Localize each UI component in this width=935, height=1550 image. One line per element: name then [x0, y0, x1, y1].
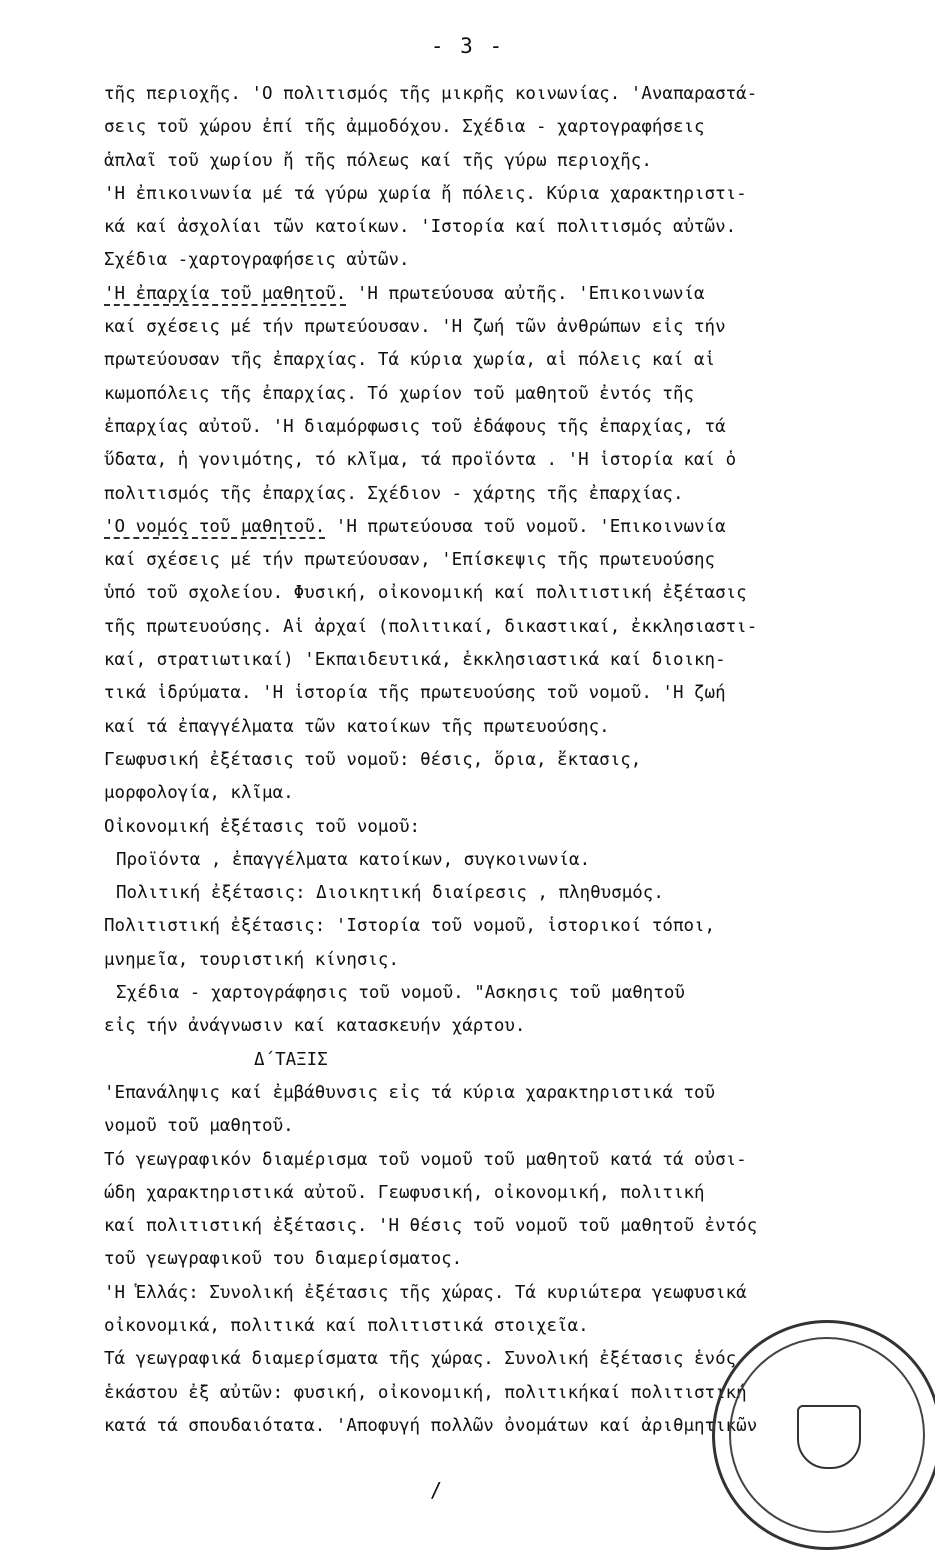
section-heading-nomos: 'Ο νομός τοῦ μαθητοῦ. 'Η πρωτεύουσα τοῦ νομοῦ. 'Επικοινωνία: [104, 516, 726, 537]
text-line: Σχέδια - χαρτογράφησις τοῦ νομοῦ. "Ασκησις τοῦ μαθητοῦ: [116, 983, 685, 1004]
text-line: ἁπλαῖ τοῦ χωρίου ἤ τῆς πόλεως καί τῆς γύρω περιοχῆς.: [104, 150, 652, 171]
section-heading-eparchia: 'Η ἐπαρχία τοῦ μαθητοῦ. 'Η πρωτεύουσα αὐτῆς. 'Επικοινωνία: [104, 283, 705, 304]
text-line: ώδη χαρακτηριστικά αὐτοῦ. Γεωφυσική, οἰκονομική, πολιτική: [104, 1182, 705, 1203]
text-line: νομοῦ τοῦ μαθητοῦ.: [104, 1116, 294, 1137]
text-line: εἰς τήν ἀνάγνωσιν καί κατασκευήν χάρτου.: [104, 1016, 526, 1037]
text-line: κωμοπόλεις τῆς ἐπαρχίας. Τό χωρίον τοῦ μαθητοῦ ἐντός τῆς: [104, 383, 695, 404]
text-line: Οἰκονομική ἐξέτασις τοῦ νομοῦ:: [104, 816, 421, 837]
coat-of-arms-icon: [797, 1405, 861, 1469]
text-line: Τά γεωγραφικά διαμερίσματα τῆς χώρας. Συνολική ἐξέτασις ἑνός: [104, 1349, 737, 1370]
text-line: ὑπό τοῦ σχολείου. Φυσική, οἰκονομική καί πολιτιστική ἐξέτασις: [104, 583, 747, 604]
text-line: πολιτισμός τῆς ἐπαρχίας. Σχέδιον - χάρτης τῆς ἐπαρχίας.: [104, 483, 684, 504]
official-stamp: [712, 1320, 935, 1550]
text-line: Τό γεωγραφικόν διαμέρισμα τοῦ νομοῦ τοῦ μαθητοῦ κατά τά οὐσι-: [104, 1149, 747, 1170]
text-line: Γεωφυσική ἐξέτασις τοῦ νομοῦ: θέσις, ὅρια, ἔκτασις,: [104, 749, 642, 770]
text-line: κατά τά σπουδαιότατα. 'Αποφυγή πολλῶν ὀνομάτων καί ἀριθμητικῶν: [104, 1415, 758, 1436]
text-line: τῆς περιοχῆς. 'Ο πολιτισμός τῆς μικρῆς κοινωνίας. 'Αναπαραστά-: [104, 84, 758, 104]
text-line: τικά ἱδρύματα. 'Η ἱστορία τῆς πρωτευούσης τοῦ νομοῦ. 'Η ζωή: [104, 683, 726, 704]
text-line: καί τά ἐπαγγέλματα τῶν κατοίκων τῆς πρωτευούσης.: [104, 716, 610, 737]
text-line: καί πολιτιστική ἐξέτασις. 'Η θέσις τοῦ νομοῦ τοῦ μαθητοῦ ἐντός: [104, 1216, 758, 1237]
text-line: Πολιτική ἐξέτασις: Διοικητική διαίρεσις , πληθυσμός.: [116, 883, 664, 904]
text-line: οἰκονομικά, πολιτικά καί πολιτιστικά στοιχεῖα.: [104, 1315, 589, 1336]
page-number: - 3 -: [430, 34, 505, 58]
text-line: ὕδατα, ἡ γονιμότης, τό κλῖμα, τά προϊόντα . 'Η ἱστορία καί ὁ: [104, 450, 737, 471]
text-line: μνημεῖα, τουριστική κίνησις.: [104, 949, 400, 970]
underlined-phrase: 'Ο νομός τοῦ μαθητοῦ.: [104, 516, 326, 537]
text-line: ἑκάστου ἐξ αὐτῶν: φυσική, οἰκονομική, πολιτικήκαί πολιτιστική: [104, 1382, 747, 1403]
text-line: Πολιτιστική ἐξέτασις: 'Ιστορία τοῦ νομοῦ, ἱστορικοί τόποι,: [104, 916, 716, 937]
text-line: κά καί ἀσχολίαι τῶν κατοίκων. 'Ιστορία καί πολιτισμός αὐτῶν.: [104, 217, 737, 238]
text-line: τοῦ γεωγραφικοῦ του διαμερίσματος.: [104, 1249, 463, 1270]
text-line: Προϊόντα , ἐπαγγέλματα κατοίκων, συγκοινωνία.: [116, 849, 591, 870]
text-line: ἐπαρχίας αὐτοῦ. 'Η διαμόρφωσις τοῦ ἐδάφους τῆς ἐπαρχίας, τά: [104, 416, 726, 437]
text-line: τῆς πρωτευούσης. Αἱ ἀρχαί (πολιτικαί, δικαστικαί, ἐκκλησιαστι-: [104, 616, 758, 637]
text-line: 'Η ἐπικοινωνία μέ τά γύρω χωρία ἤ πόλεις. Κύρια χαρακτηριστι-: [104, 183, 747, 204]
text-line: 'Επανάληψις καί ἐμβάθυνσις εἰς τά κύρια χαρακτηριστικά τοῦ: [104, 1082, 716, 1103]
text-line: καί, στρατιωτικαί) 'Εκπαιδευτικά, ἐκκλησιαστικά καί διοικη-: [104, 650, 726, 671]
footer-mark: /: [430, 1478, 443, 1502]
text-line: πρωτεύουσαν τῆς ἐπαρχίας. Τά κύρια χωρία, αἱ πόλεις καί αἱ: [104, 350, 716, 371]
text-line: καί σχέσεις μέ τήν πρωτεύουσαν, 'Επίσκεψις τῆς πρωτευούσης: [104, 550, 716, 571]
text-line: καί σχέσεις μέ τήν πρωτεύουσαν. 'Η ζωή τῶν ἀνθρώπων εἰς τήν: [104, 317, 726, 338]
text-line: σεις τοῦ χώρου ἐπί τῆς ἀμμοδόχου. Σχέδια - χαρτογραφήσεις: [104, 117, 705, 138]
underlined-phrase: 'Η ἐπαρχία τοῦ μαθητοῦ.: [104, 283, 347, 304]
text-line: μορφολογία, κλῖμα.: [104, 783, 294, 804]
section-heading-d-taxis: Δ΄ΤΑΞΙΣ: [254, 1049, 328, 1070]
text-body: [104, 78, 924, 1443]
text-line: Σχέδια -χαρτογραφήσεις αὐτῶν.: [104, 250, 410, 271]
text-line: 'Η Ἑλλάς: Συνολική ἐξέτασις τῆς χώρας. Τά κυριώτερα γεωφυσικά: [104, 1282, 747, 1303]
